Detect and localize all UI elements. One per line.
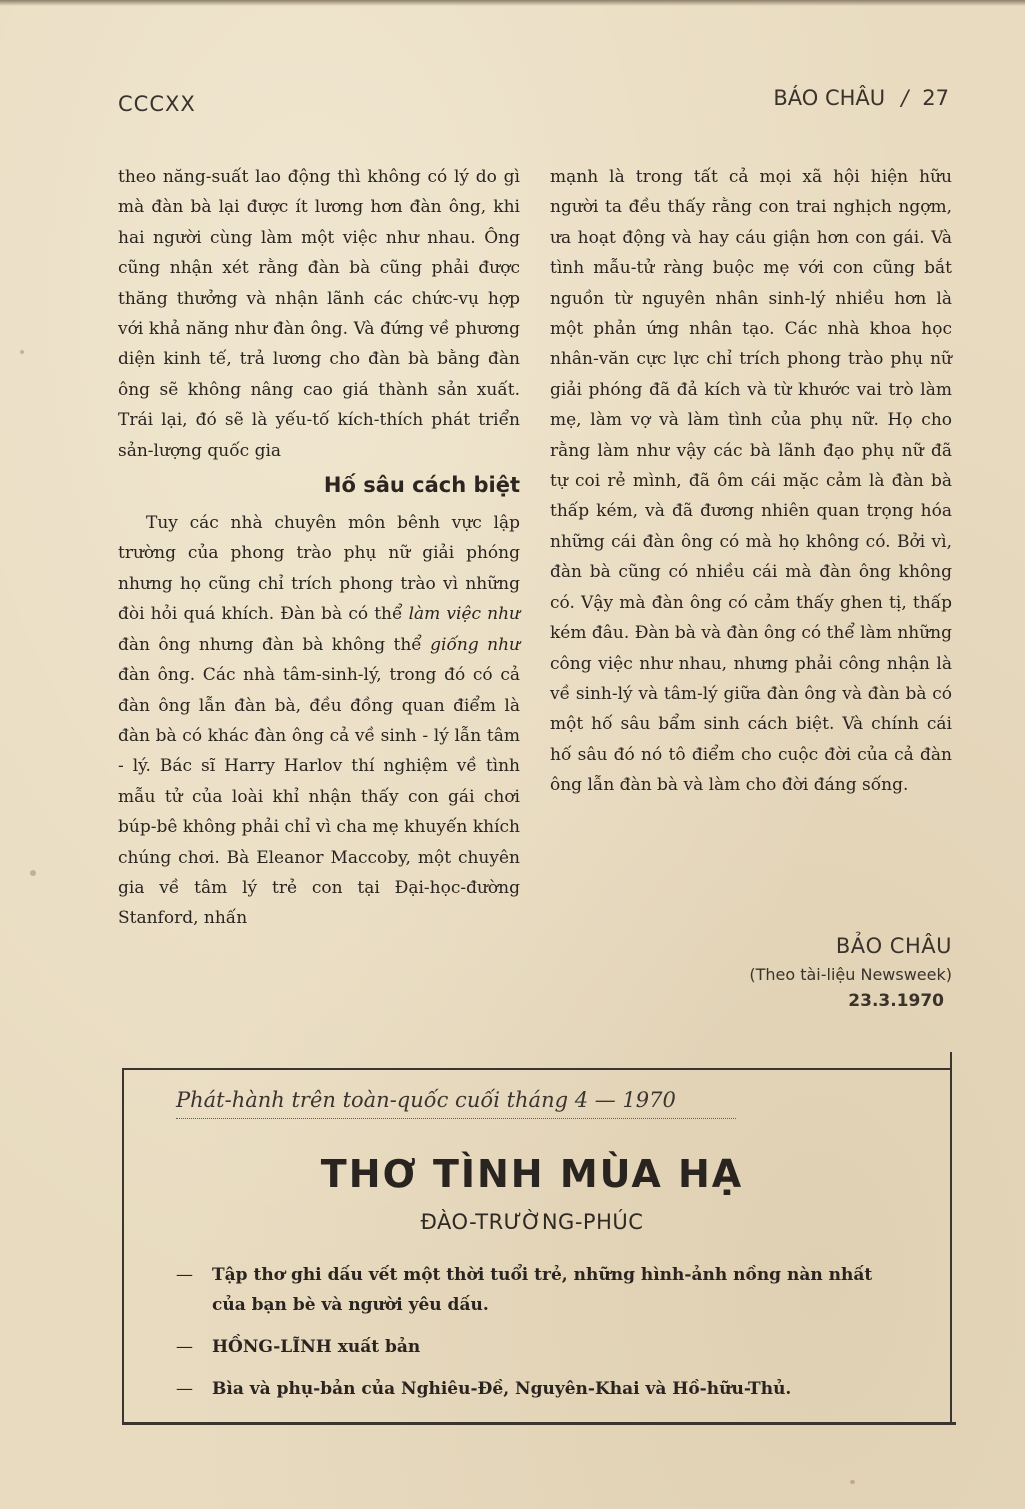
- publisher-name: HỒNG-LĨNH: [212, 1337, 332, 1357]
- ad-note-item: [176, 1260, 906, 1320]
- paragraph-text: đàn ông nhưng đàn bà không thể: [118, 634, 431, 655]
- page-number: 27: [922, 86, 949, 110]
- paper-speck: [20, 350, 24, 354]
- running-header: [773, 86, 949, 110]
- paper-speck: [30, 870, 36, 876]
- paragraph-text: đàn ông. Các nhà tâm-sinh-lý, trong đó có cả đàn ông lẫn đàn bà, đều đồng quan điểm là đàn bà có khác đàn ông cả về sinh - lý lẫn tâm - lý. Bác sĩ Harry Harlov thí nghiệm về tình mẫu tử của loài khỉ nhận thấy con gái chơi búp-bê không phải chỉ vì cha mẹ khuyến khích chúng chơi. Bà Eleanor Maccoby, một chuyên gia về tâm lý trẻ con tại Đại-học-đường Stanford, nhấn: [118, 665, 520, 929]
- paragraph-text: Tuy các nhà chuyên môn bênh vực lập trường của phong trào phụ nữ giải phóng nhưng họ cũng chỉ trích phong trào vì những đòi hỏi quá khích. Đàn bà có thể: [118, 513, 520, 625]
- ad-note-item: [176, 1374, 906, 1404]
- paper-speck: [850, 1480, 855, 1484]
- ad-release-line: Phát-hành trên toàn-quốc cuối tháng 4 — 1970: [176, 1088, 736, 1119]
- book-title: THƠ TÌNH MÙA HẠ: [320, 1152, 744, 1196]
- ad-border-bottom: [122, 1422, 956, 1425]
- dash-marker: —: [176, 1265, 193, 1285]
- emphasis-text: giống như: [430, 634, 520, 655]
- article-date: 23.3.1970: [848, 991, 944, 1011]
- ad-note-text: Tập thơ ghi dấu vết một thời tuổi trẻ, những hình-ảnh nồng nàn nhất của bạn bè và người yêu dấu.: [212, 1265, 873, 1315]
- article-column-left: [118, 162, 520, 934]
- author-name: BẢO CHÂU: [835, 934, 952, 958]
- dash-marker: —: [176, 1337, 193, 1357]
- article-signature: [734, 930, 952, 1014]
- ad-border-top: [122, 1068, 952, 1070]
- dash-marker: —: [176, 1379, 193, 1399]
- source-credit: (Theo tài-liệu Newsweek): [749, 965, 952, 984]
- article-column-right: [550, 162, 952, 801]
- article-paragraph: theo năng-suất lao động thì không có lý do gì mà đàn bà lại được ít lương hơn đàn ông, khi hai người cùng làm một việc như nhau. Ông cũng nhận xét rằng đàn bà cũng phải được thăng thưởng và nhận lãnh các chức-vụ hợp với khả năng như đàn ông. Và đứng về phương diện kinh tế, trả lương cho đàn bà bằng đàn ông sẽ không nâng cao giá thành sản xuất. Trái lại, đó sẽ là yếu-tố kích-thích phát triển sản-lượng quốc gia: [118, 167, 520, 461]
- section-numeral: CCCXX: [118, 92, 196, 116]
- article-paragraph: mạnh là trong tất cả mọi xã hội hiện hữu người ta đều thấy rằng con trai nghịch ngợm, ưa hoạt động và hay cáu giận hơn con gái. Và tình mẫu-tử ràng buộc mẹ với con cũng bắt nguồn từ nguyên nhân sinh-lý nhiều hơn là một phản ứng nhân tạo. Các nhà khoa học nhân-văn cực lực chỉ trích phong trào phụ nữ giải phóng đã đả kích và từ khước vai trò làm mẹ, làm vợ và làm tình của phụ nữ. Họ cho rằng làm như vậy các bà lãnh đạo phụ nữ đã tự coi rẻ mình, đã ôm cái mặc cảm là đàn bà thấp kém, và đã đương nhiên quan trọng hóa những cái đàn ông có mà họ không có. Bởi vì, đàn bà cũng có nhiều cái mà đàn ông không có. Vậy mà đàn ông có cảm thấy ghen tị, thấp kém đâu. Đàn bà và đàn ông có thể làm những công việc như nhau, nhưng phải công nhận là về sinh-lý và tâm-lý giữa đàn ông và đàn bà có một hố sâu bẩm sinh cách biệt. Và chính cái hố sâu đó nó tô điểm cho cuộc đời của cả đàn ông lẫn đàn bà và làm cho đời đáng sống.: [550, 167, 952, 796]
- ad-note-text: Bìa và phụ-bản của Nghiêu-Đề, Nguyên-Khai và Hồ-hữu-Thủ.: [212, 1379, 792, 1399]
- ad-border-right: [950, 1052, 952, 1424]
- emphasis-text: làm việc như: [408, 604, 521, 625]
- header-separator: /: [901, 86, 909, 110]
- ad-notes: [176, 1260, 906, 1416]
- article-paragraph: [118, 508, 520, 934]
- header-title: BÁO CHÂU: [773, 86, 886, 110]
- article-subheading: Hố sâu cách biệt: [323, 473, 520, 498]
- book-author: ĐÀO-TRƯỜNG-PHÚC: [420, 1210, 644, 1234]
- ad-note-text: xuất bản: [331, 1337, 421, 1357]
- page-top-edge: [0, 0, 1025, 6]
- ad-note-item: [176, 1332, 906, 1362]
- ad-border-left: [122, 1068, 124, 1424]
